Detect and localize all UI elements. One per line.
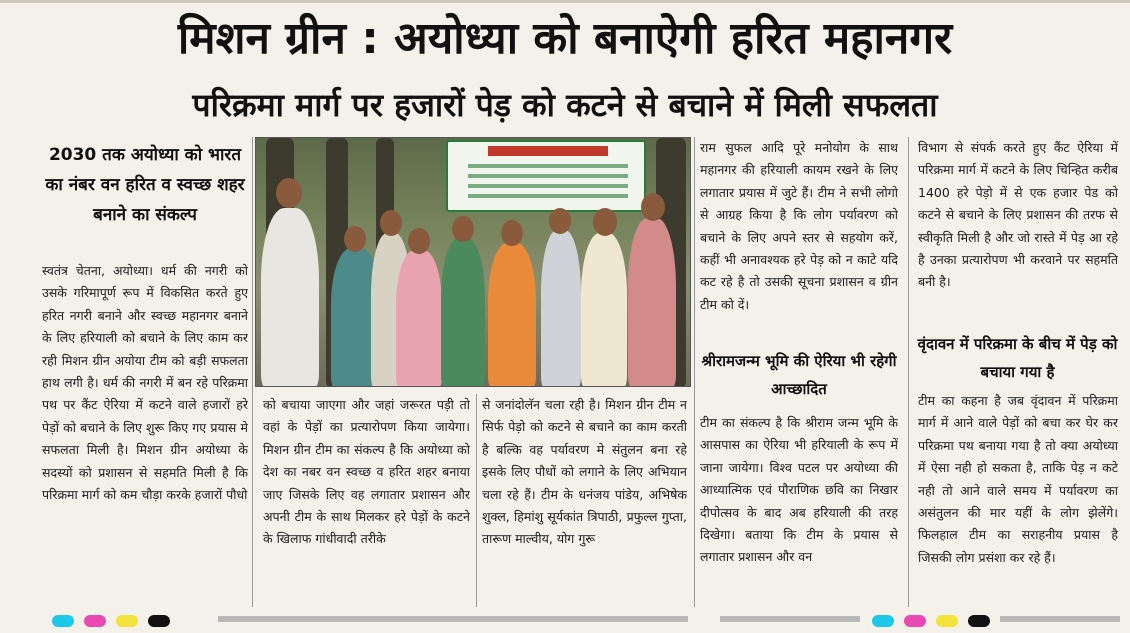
registration-mark-yellow [936, 615, 958, 627]
registration-mark-cyan [872, 615, 894, 627]
column5-paragraph-top: विभाग से संपर्क करते हुए कैंट ऐरिया में परिक्रमा मार्ग में कटने के लिए चिन्हित करीब 1400 हरे पेड़ो में से एक हजार पेड को कटने से बचाने के लिए प्रशासन की तरफ से स्वीकृति मिली है और जो रास्ते में पेड़ आ रहे है उनका प्रत्यारोपण भी करवाने पर सहमति बनी है। [918, 140, 1118, 290]
column5-paragraph-bottom: टीम का कहना है जब वृंदावन में परिक्रमा मार्ग में आने वाले पेड़ों को बचा कर घेर कर परिक्रमा पथ बनाया गया है तो क्या अयोध्या में ऐसा नही हो सकता है, ताकि पेड़ न कटे नही तो आने वाले समय में पर्यावरण का असंतुलन की मार यहीं के लोग झेलेंगे। फिलहाल टीम का सराहनीय प्रयास है जिसकी लोग प्रसंशा कर रहे हैं। [918, 393, 1118, 565]
column1-text [42, 260, 248, 605]
column-divider [252, 137, 253, 607]
column5-text-bottom [918, 390, 1118, 605]
column-divider [694, 137, 695, 607]
column5-subheading: वृंदावन में परिक्रमा के बीच में पेड़ को बचाया गया है [917, 335, 1118, 381]
top-rule [0, 0, 1130, 3]
registration-mark-magenta [904, 615, 926, 627]
column4-subheading: श्रीरामजन्म भूमि की ऐरिया भी रहेगी आच्छादित [701, 352, 897, 398]
footer-bar [720, 616, 860, 622]
column3-text [482, 394, 687, 604]
column4-paragraph-bottom: टीम का संकल्प है कि श्रीराम जन्म भूमि के आसपास का ऐरिया भी हरियाली के रूप में जाना जायेगा। विश्व पटल पर अयोध्या की आध्यात्मिक एवं पौराणिक छवि का निखार दीपोत्सव के बाद अब हरियाली की तरह दिखेगा। बताया कि टीम के प्रयास से लगातार प्रशासन और वन [700, 415, 898, 565]
column4-text-bottom [700, 412, 898, 607]
registration-mark-cyan [52, 615, 74, 627]
column4-text-top [700, 137, 898, 345]
footer-bar [218, 616, 688, 622]
subheadline: परिक्रमा मार्ग पर हजारों पेड़ को कटने से बचाने में मिली सफलता [192, 86, 938, 124]
column2-text [263, 394, 470, 604]
column-divider [476, 394, 477, 607]
registration-mark-yellow [116, 615, 138, 627]
campaign-banner [446, 140, 646, 212]
column1-heading: 2030 तक अयोध्या को भारत का नंबर वन हरित व स्वच्छ शहर बनाने का संकल्प [45, 145, 245, 225]
registration-mark-black [148, 615, 170, 627]
column5-text-top [918, 137, 1118, 327]
column3-paragraph: से जनांदोलॅन चला रही है। मिशन ग्रीन टीम न सिर्फ पेड़ो को कटने से बचाने का काम करती है बल्कि वह पर्यावरण मे संतुलन बना रहे इसके लिए पौधों को लगाने के लिए अभियान चला रहे हैं। टीम के धनंजय पांडेय, अभिषेक शुक्ल, हिमांशु सूर्यकांत त्रिपाठी, प्रफुल्ल गुप्ता, तारूण माल्वीय, योग गुरू [482, 397, 687, 547]
column1-paragraph: स्वतंत्र चेतना, अयोध्या। धर्म की नगरी को उसके गरिमापूर्ण रूप में विकसित करते हुए हरित नगरी बनाने और स्वच्छ महानगर बनाने के लिए हरियाली को बचाने के लिए काम कर रही मिशन ग्रीन अयोया टीम को बड़ी सफलता हाथ लगी है। धर्म की नगरी में बन रहे परिक्रमा पथ पर कैंट ऐरिया में कटने वाले हजारों हरे पेड़ों को बचाने के लिए शुरू किए गए प्रयास मे सफलता मिली है। मिशन ग्रीन अयोध्या के सदस्यों को प्रशासन से सहमति मिली है कि परिक्रमा मार्ग को कम चौड़ा करके हजारों पौधो [42, 263, 248, 503]
column-divider [908, 137, 909, 607]
registration-mark-magenta [84, 615, 106, 627]
footer-bar [1000, 616, 1120, 622]
team-photo [255, 137, 691, 387]
registration-mark-black [968, 615, 990, 627]
column4-paragraph-top: राम सुफल आदि पूरे मनोयोग के साथ महानगर की हरियाली कायम रखने के लिए लगातार प्रयास में जुटे हैं। टीम ने सभी लोगो से आग्रह किया है कि लोग पर्यावरण को बचाने के लिए अपने स्तर से सहयोग करें, कहीं भी अनावश्यक हरे पेड़ को न काटे यदि कट रहे है तो उसकी सूचना प्रशासन व ग्रीन टीम को दें। [700, 140, 898, 312]
column2-paragraph: को बचाया जाएगा और जहां जरूरत पड़ी तो वहां के पेड़ों का प्रत्यारोपण किया जायेगा। मिशन ग्रीन टीम का संकल्प है कि अयोध्या को देश का नबर वन स्वच्छ व हरित शहर बनाया जाए जिसके लिए वह लगातार प्रशासन और अपनी टीम के साथ मिलकर हरे पेड़ों के कटने के खिलाफ गांधीवादी तरीके [263, 397, 470, 547]
headline: मिशन ग्रीन : अयोध्या को बनाऐगी हरित महानगर [177, 13, 953, 64]
